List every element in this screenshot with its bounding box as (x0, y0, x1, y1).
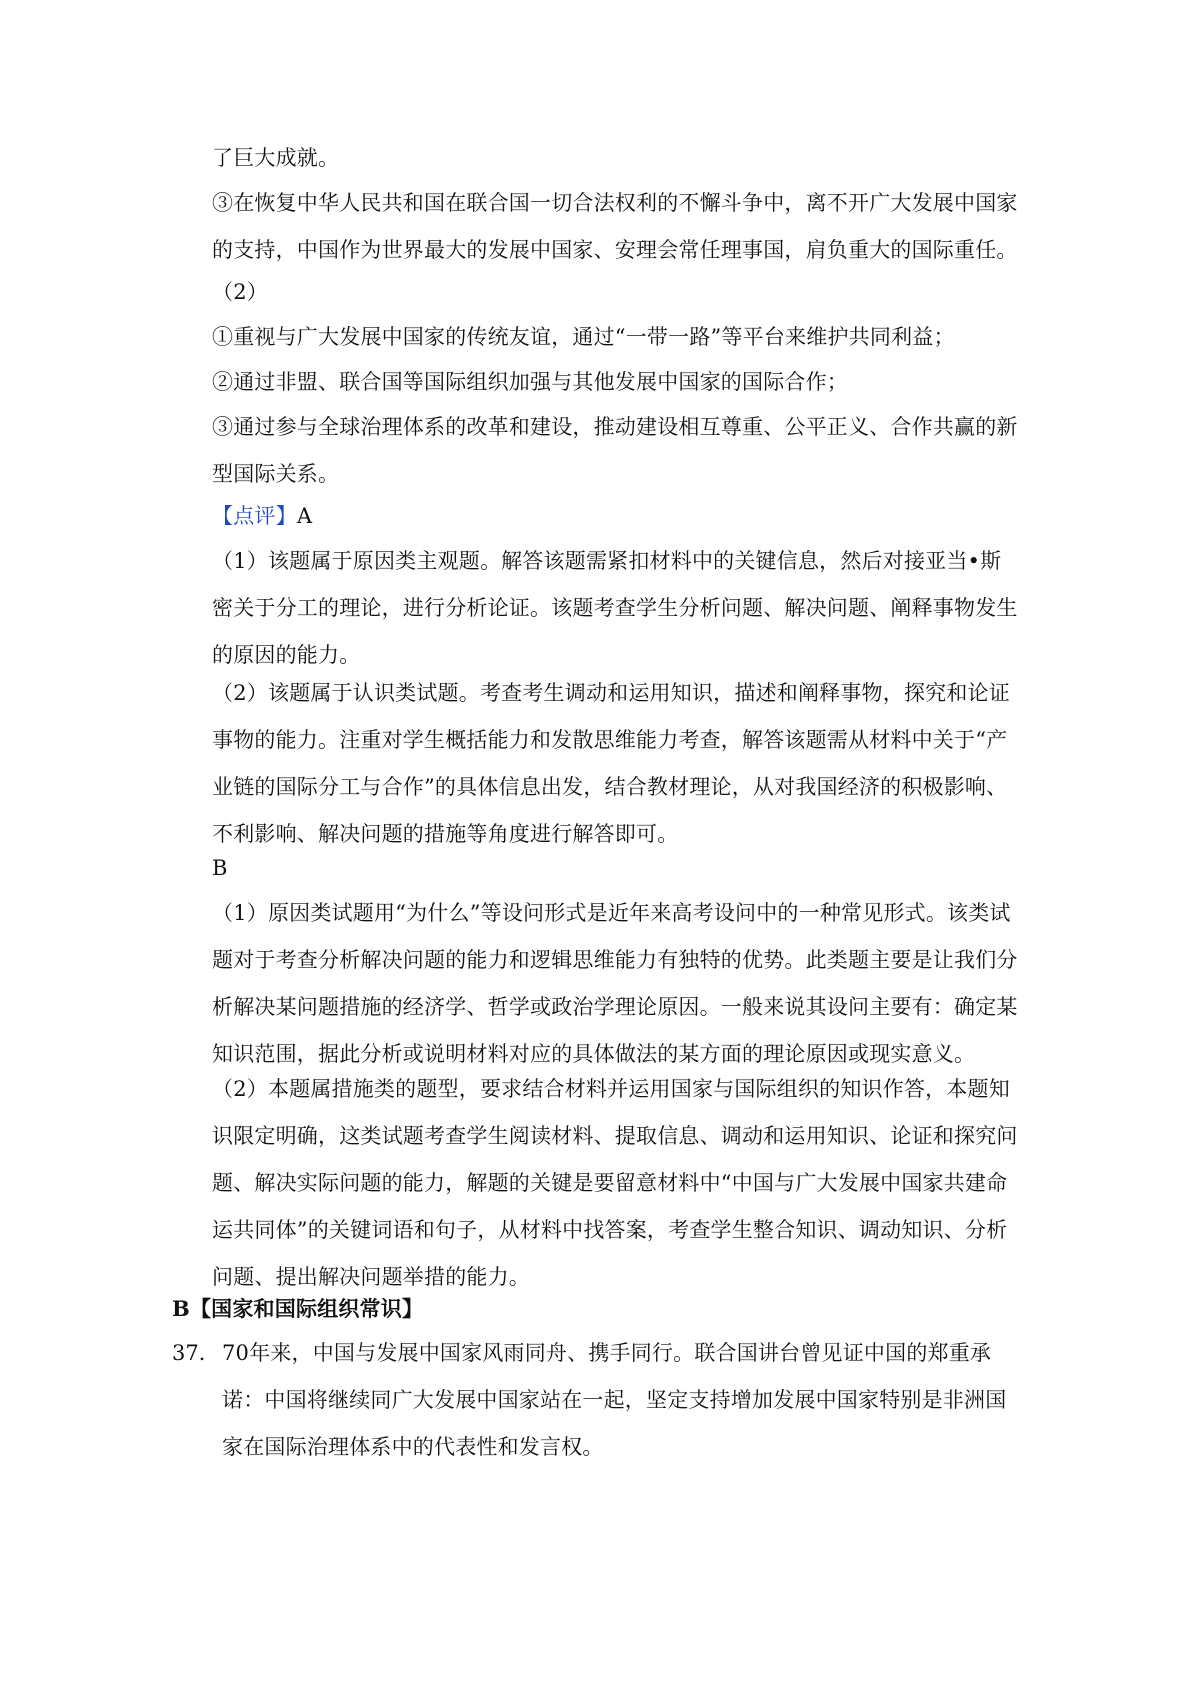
commentary-label: 【点评】 (212, 504, 297, 528)
commentary-a-1: （1）该题属于原因类主观题。解答该题需紧扣材料中的关键信息，然后对接亚当•斯密关于分工的理论，进行分析论证。该题考查学生分析问题、解决问题、阐释事物发生的原因的能力。 (212, 549, 1018, 667)
commentary-section-b: B (212, 856, 228, 880)
commentary-b-1: （1）原因类试题用“为什么”等设问形式是近年来高考设问中的一种常见形式。该类试题对于考查分析解决问题的能力和逻辑思维能力有独特的优势。此类题主要是让我们分析解决某问题措施的经济学、哲学或政治学理论原因。一般来说其设问主要有：确定某知识范围，据此分析或说明材料对应的具体做法的某方面的理论原因或现实意义。 (212, 901, 1018, 1066)
commentary-section-a: A (296, 504, 313, 528)
commentary-heading (212, 493, 1020, 540)
part-2-label: （2） (212, 280, 268, 304)
question-number: 37． (172, 1341, 220, 1365)
commentary-b-2: （2）本题属措施类的题型，要求结合材料并运用国家与国际组织的知识作答，本题知识限定明确，这类试题考查学生阅读材料、提取信息、调动和运用知识、论证和探究问题、解决实际问题的能力，解题的关键是要留意材料中“中国与广大发展中国家共建命运共同体”的关键词语和句子，从材料中找答案，考查学生整合知识、调动知识、分析问题、提出解决问题举措的能力。 (212, 1077, 1018, 1289)
answer-point-3: ③在恢复中华人民共和国在联合国一切合法权利的不懈斗争中，离不开广大发展中国家的支持，中国作为世界最大的发展中国家、安理会常任理事国，肩负重大的国际重任。 (212, 191, 1018, 262)
part-2-point-2: ②通过非盟、联合国等国际组织加强与其他发展中国家的国际合作； (212, 370, 848, 394)
section-heading: B【国家和国际组织常识】 (172, 1296, 424, 1321)
question-37-text: 70年来，中国与发展中国家风雨同舟、携手同行。联合国讲台曾见证中国的郑重承诺：中国将继续同广大发展中国家站在一起，坚定支持增加发展中国家特别是非洲国家在国际治理体系中的代表性和发言权。 (222, 1341, 1007, 1459)
part-2-point-3: ③通过参与全球治理体系的改革和建设，推动建设相互尊重、公平正义、合作共赢的新型国际关系。 (212, 415, 1018, 486)
answer-line-a: 了巨大成就。 (212, 146, 340, 170)
commentary-a-2: （2）该题属于认识类试题。考查考生调动和运用知识，描述和阐释事物，探究和论证事物的能力。注重对学生概括能力和发散思维能力考查，解答该题需从材料中关于“产业链的国际分工与合作”的具体信息出发，结合教材理论，从对我国经济的积极影响、不利影响、解决问题的措施等角度进行解答即可。 (212, 681, 1010, 846)
part-2-point-1: ①重视与广大发展中国家的传统友谊，通过“一带一路”等平台来维护共同利益； (212, 325, 955, 349)
